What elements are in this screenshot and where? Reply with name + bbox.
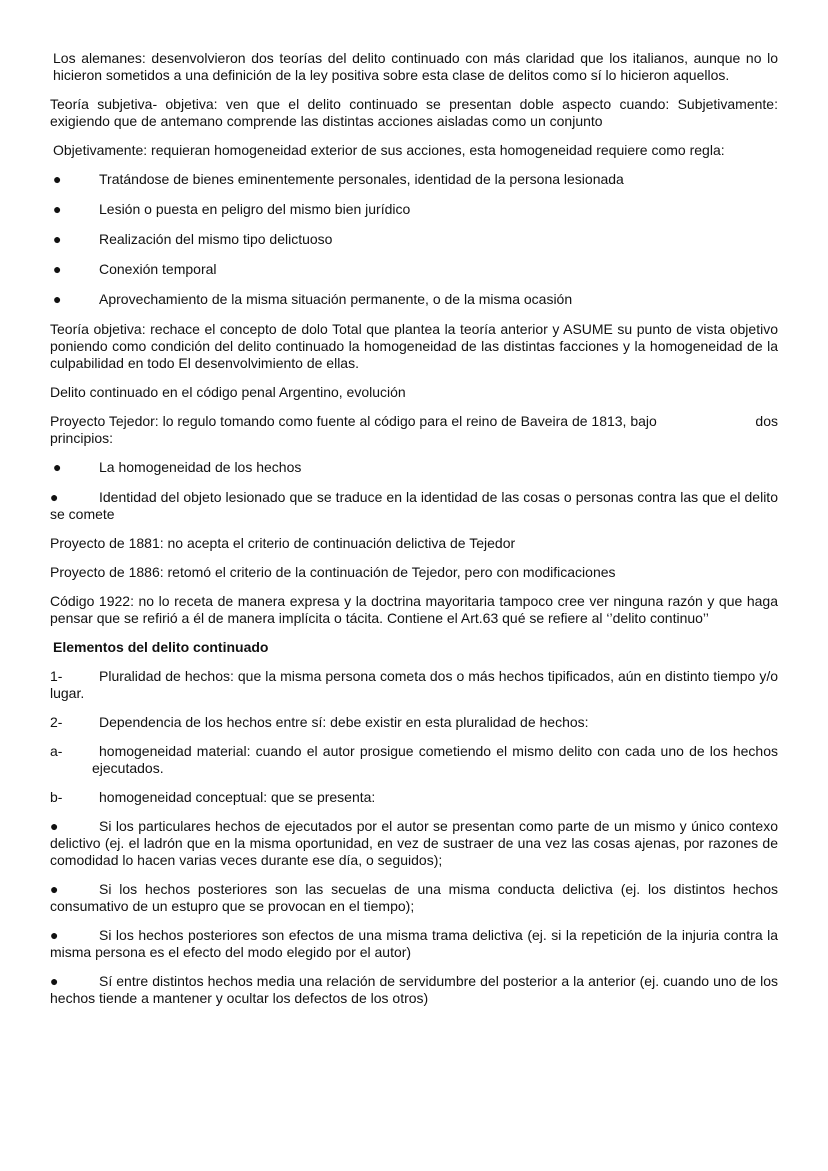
paragraph-alemanes: Los alemanes: desenvolvieron dos teorías del delito continuado con más claridad que los italianos, aunque no lo hicieron sometidos a una definición de la ley positiva sobre esta clase de delitos como sí lo hicieron aquellos.: [53, 50, 778, 83]
lettered-item-b: b- homogeneidad conceptual: que se presenta:: [50, 789, 376, 805]
bullet-icon: ●: [50, 881, 59, 897]
paragraph-proyecto-1881: Proyecto de 1881: no acepta el criterio de continuación delictiva de Tejedor: [50, 535, 516, 551]
bullet-icon: ●: [53, 459, 62, 475]
list-item: ● Si los particulares hechos de ejecutados por el autor se presentan como parte de un mismo y único contexo delictivo (ej. el ladrón que en la misma oportunidad, en vez de sustraer de una vez las cosas ajenas, por razones de comodidad lo hacen varias veces durante ese día, o seguidos);: [50, 818, 778, 868]
list-item: ● Lesión o puesta en peligro del mismo bien jurídico: [53, 201, 411, 217]
bullet-icon: ●: [50, 973, 59, 989]
list-item: ● Sí entre distintos hechos media una relación de servidumbre del posterior a la anterior (ej. cuando uno de los hechos tiende a mantener y ocultar los defectos de los otros): [50, 973, 778, 1006]
list-item: ● Aprovechamiento de la misma situación permanente, o de la misma ocasión: [53, 291, 573, 307]
paragraph-teoria-objetiva: Teoría objetiva: rechace el concepto de dolo Total que plantea la teoría anterior y ASUME su punto de vista objetivo poniendo como condición del delito continuado la homogeneidad de las distintas facciones y la homogeneidad de la culpabilidad en todo El desenvolvimiento de ellas.: [50, 321, 778, 371]
paragraph-objetivamente: Objetivamente: requieran homogeneidad exterior de sus acciones, esta homogeneidad requiere como regla:: [53, 142, 725, 158]
paragraph-teoria-subjetiva: Teoría subjetiva- objetiva: ven que el delito continuado se presentan doble aspecto cuando: Subjetivamente: exigiendo que de antemano comprende las distintas acciones aisladas como un conjunto: [50, 96, 778, 129]
lettered-item-a: a- homogeneidad material: cuando el autor prosigue cometiendo el mismo delito con cada uno de los hechosejecutados.: [50, 743, 778, 776]
list-item: ● Realización del mismo tipo delictuoso: [53, 231, 333, 247]
list-item: ● Conexión temporal: [53, 261, 217, 277]
paragraph-evolucion: Delito continuado en el código penal Argentino, evolución: [50, 384, 406, 400]
bullet-icon: ●: [50, 818, 59, 834]
bullet-icon: ●: [53, 201, 62, 217]
bullet-icon: ●: [50, 927, 59, 943]
paragraph-proyecto-1886: Proyecto de 1886: retomó el criterio de la continuación de Tejedor, pero con modificaciones: [50, 564, 616, 580]
list-item: ● Tratándose de bienes eminentemente personales, identidad de la persona lesionada: [53, 171, 624, 187]
list-item: ● Si los hechos posteriores son efectos de una misma trama delictiva (ej. si la repetición de la injuria contra la misma persona es el efecto del modo elegido por el autor): [50, 927, 778, 960]
bullet-icon: ●: [53, 261, 62, 277]
section-heading: Elementos del delito continuado: [53, 639, 269, 655]
list-item: ● La homogeneidad de los hechos: [53, 459, 302, 475]
bullet-icon: ●: [53, 231, 62, 247]
list-item: ● Si los hechos posteriores son las secuelas de una misma conducta delictiva (ej. los distintos hechos consumativo de un estupro que se provocan en el tiempo);: [50, 881, 778, 914]
bullet-icon: ●: [50, 489, 59, 505]
numbered-item-1: 1- Pluralidad de hechos: que la misma persona cometa dos o más hechos tipificados, aún en distinto tiempo y/o lugar.: [50, 668, 778, 701]
list-item: ● Identidad del objeto lesionado que se traduce en la identidad de las cosas o personas contra las que el delito se comete: [50, 489, 778, 522]
bullet-icon: ●: [53, 291, 62, 307]
numbered-item-2: 2- Dependencia de los hechos entre sí: debe existir en esta pluralidad de hechos:: [50, 714, 589, 730]
bullet-icon: ●: [53, 171, 62, 187]
paragraph-proyecto-tejedor: dos Proyecto Tejedor: lo regulo tomando como fuente al código para el reino de Baveira de 1813, bajo principios:: [50, 413, 778, 446]
paragraph-codigo-1922: Código 1922: no lo receta de manera expresa y la doctrina mayoritaria tampoco cree ver ninguna razón y que haga pensar que se refirió a él de manera implícita o tácita. Contiene el Art.63 qué se refiere al ‘’delito continuo’’: [50, 593, 778, 626]
